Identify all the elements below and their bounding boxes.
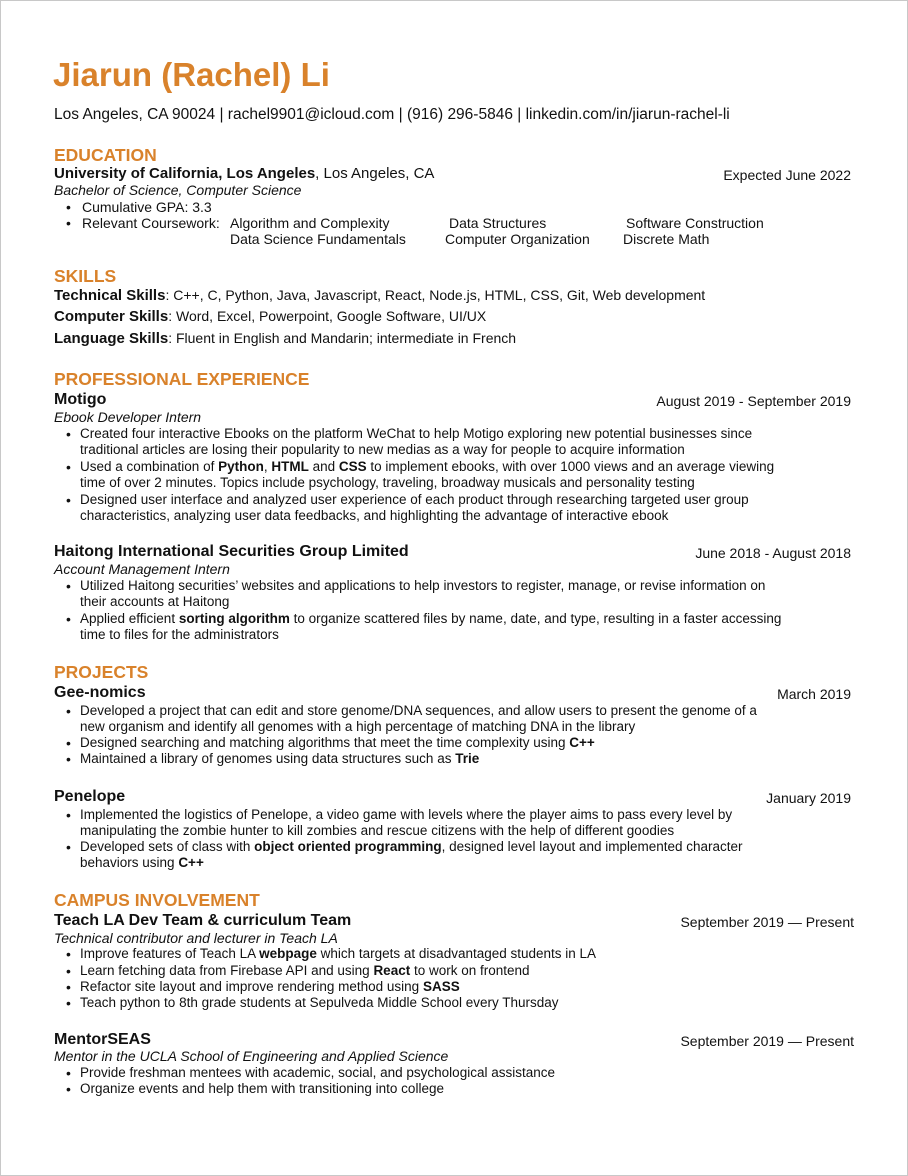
course-item: Algorithm and Complexity (230, 215, 390, 231)
keyword: C++ (569, 735, 595, 750)
text: to work on frontend (410, 963, 530, 978)
bullet-icon: • (66, 492, 71, 508)
skill-value: : Word, Excel, Powerpoint, Google Software, UI/UX (168, 308, 487, 324)
campus-role: Technical contributor and lecturer in Teach LA (54, 930, 338, 946)
bullet-icon: • (66, 1081, 71, 1097)
text: Maintained a library of genomes using data structures such as (80, 751, 456, 766)
bullet-icon: • (66, 199, 71, 215)
project-bullet-text (80, 751, 479, 767)
education-date: Expected June 2022 (723, 167, 851, 183)
school-location: Los Angeles, CA (323, 165, 435, 182)
skill-line-language (54, 330, 516, 347)
bullet-icon: • (66, 611, 71, 627)
skill-value: : Fluent in English and Mandarin; intermediate in French (168, 330, 517, 346)
education-gpa: Cumulative GPA: 3.3 (82, 199, 212, 215)
job-bullet-text: time of over 2 minutes. Topics include psychology, traveling, broadway musicals and personality testing (80, 475, 695, 490)
campus-role: Mentor in the UCLA School of Engineering and Applied Science (54, 1048, 449, 1064)
school-name: University of California, Los Angeles (54, 165, 316, 182)
bullet-icon: • (66, 979, 71, 995)
text: , designed level layout and implemented character (441, 839, 743, 854)
skill-line-computer (54, 308, 486, 325)
project-bullet-text: Developed a project that can edit and store genome/DNA sequences, and allow users to present the genome of a (80, 703, 757, 718)
education-degree: Bachelor of Science, Computer Science (54, 182, 302, 198)
course-item: Data Structures (449, 215, 547, 231)
contact-line: Los Angeles, CA 90024 | rachel9901@icloud.com | (916) 296-5846 | linkedin.com/in/jiarun-rachel-li (54, 106, 730, 123)
bullet-icon: • (66, 703, 71, 719)
skill-label: Technical Skills (54, 287, 166, 304)
bullet-icon: • (66, 215, 71, 231)
job-role: Ebook Developer Intern (54, 409, 202, 425)
project-bullet-text (80, 839, 743, 855)
course-item: Software Construction (626, 215, 764, 231)
keyword: HTML (271, 459, 309, 474)
campus-bullet-text: Provide freshman mentees with academic, social, and psychological assistance (80, 1065, 555, 1080)
project-bullet-text: manipulating the zombie hunter to kill zombies and rescue citizens with the help of different goodies (80, 823, 675, 838)
project-name: Gee-nomics (54, 684, 146, 701)
resume-name: Jiarun (Rachel) Li (53, 56, 330, 93)
section-heading-campus: CAMPUS INVOLVEMENT (54, 890, 260, 910)
project-bullet-text (80, 855, 204, 871)
project-bullet-text (80, 735, 595, 751)
keyword: Python (218, 459, 264, 474)
skill-label: Language Skills (54, 330, 169, 347)
keyword: Trie (455, 751, 480, 766)
course-item: Discrete Math (623, 231, 710, 247)
bullet-icon: • (66, 963, 71, 979)
bullet-icon: • (66, 735, 71, 751)
job-bullet-text: Designed user interface and analyzed user experience of each product through researching targeted user group (80, 492, 749, 507)
job-bullet-text: Created four interactive Ebooks on the platform WeChat to help Motigo exploring new potential businesses since (80, 426, 753, 441)
text: behaviors using (80, 855, 179, 870)
bullet-icon: • (66, 1065, 71, 1081)
education-school-line (54, 165, 434, 183)
text: Developed sets of class with (80, 839, 255, 854)
job-date: June 2018 - August 2018 (695, 545, 851, 561)
bullet-icon: • (66, 807, 71, 823)
job-company: Haitong International Securities Group Limited (54, 543, 409, 560)
job-bullet-text (80, 611, 781, 627)
job-bullet-text (80, 459, 774, 475)
job-bullet-text: time to files for the administrators (80, 627, 279, 642)
section-heading-education: EDUCATION (54, 145, 157, 165)
text: Learn fetching data from Firebase API and using (80, 963, 374, 978)
job-bullet-text: Utilized Haitong securities’ websites and applications to help investors to register, manage, or revise information on (80, 578, 766, 593)
campus-bullet-text (80, 963, 530, 979)
text: and (308, 459, 339, 474)
job-bullet-text: characteristics, analyzing user data feedbacks, and highlighting the advantage of interactive ebook (80, 508, 669, 523)
job-date: August 2019 - September 2019 (656, 393, 851, 409)
bullet-icon: • (66, 459, 71, 475)
keyword: object oriented programming (254, 839, 442, 854)
bullet-icon: • (66, 946, 71, 962)
coursework-label: Relevant Coursework: (82, 215, 220, 231)
section-heading-projects: PROJECTS (54, 662, 149, 682)
project-bullet-text: new organism and identify all genomes with a high percentage of matching DNA in the library (80, 719, 636, 734)
skill-value: : C++, C, Python, Java, Javascript, React, Node.js, HTML, CSS, Git, Web development (165, 287, 706, 303)
keyword: CSS (338, 459, 367, 474)
course-item: Data Science Fundamentals (230, 231, 406, 247)
campus-org: Teach LA Dev Team & curriculum Team (54, 912, 352, 929)
bullet-icon: • (66, 995, 71, 1011)
keyword: sorting algorithm (178, 611, 290, 626)
text: Designed searching and matching algorithms that meet the time complexity using (80, 735, 570, 750)
text: Improve features of Teach LA (80, 946, 260, 961)
keyword: webpage (259, 946, 317, 961)
comma: , (315, 165, 324, 182)
bullet-icon: • (66, 578, 71, 594)
job-bullet-text: their accounts at Haitong (80, 594, 230, 609)
project-date: March 2019 (777, 686, 851, 702)
text: to organize scattered files by name, date, and type, resulting in a faster accessing (289, 611, 782, 626)
bullet-icon: • (66, 751, 71, 767)
campus-bullet-text (80, 979, 460, 995)
text: , (263, 459, 272, 474)
job-company: Motigo (54, 391, 107, 408)
campus-bullet-text: Organize events and help them with transitioning into college (80, 1081, 444, 1096)
section-heading-skills: SKILLS (54, 266, 117, 286)
section-heading-experience: PROFESSIONAL EXPERIENCE (54, 369, 310, 389)
skill-line-technical (54, 287, 705, 304)
text: Refactor site layout and improve rendering method using (80, 979, 423, 994)
keyword: C++ (178, 855, 204, 870)
course-item: Computer Organization (445, 231, 590, 247)
bullet-icon: • (66, 839, 71, 855)
keyword: SASS (422, 979, 460, 994)
campus-bullet-text (80, 946, 596, 962)
text: Applied efficient (80, 611, 179, 626)
text: Used a combination of (80, 459, 219, 474)
keyword: React (373, 963, 411, 978)
bullet-icon: • (66, 426, 71, 442)
project-bullet-text: Implemented the logistics of Penelope, a video game with levels where the player aims to pass every level by (80, 807, 733, 822)
project-name: Penelope (54, 788, 126, 805)
campus-date: September 2019 — Present (680, 914, 854, 930)
job-role: Account Management Intern (54, 561, 230, 577)
text: to implement ebooks, with over 1000 views and an average viewing (366, 459, 775, 474)
campus-bullet-text: Teach python to 8th grade students at Sepulveda Middle School every Thursday (80, 995, 559, 1010)
campus-date: September 2019 — Present (680, 1033, 854, 1049)
job-bullet-text: traditional articles are losing their popularity to new medias as a way for people to acquire information (80, 442, 685, 457)
skill-label: Computer Skills (54, 308, 169, 325)
project-date: January 2019 (766, 790, 851, 806)
campus-org: MentorSEAS (54, 1031, 151, 1048)
text: which targets at disadvantaged students in LA (316, 946, 597, 961)
